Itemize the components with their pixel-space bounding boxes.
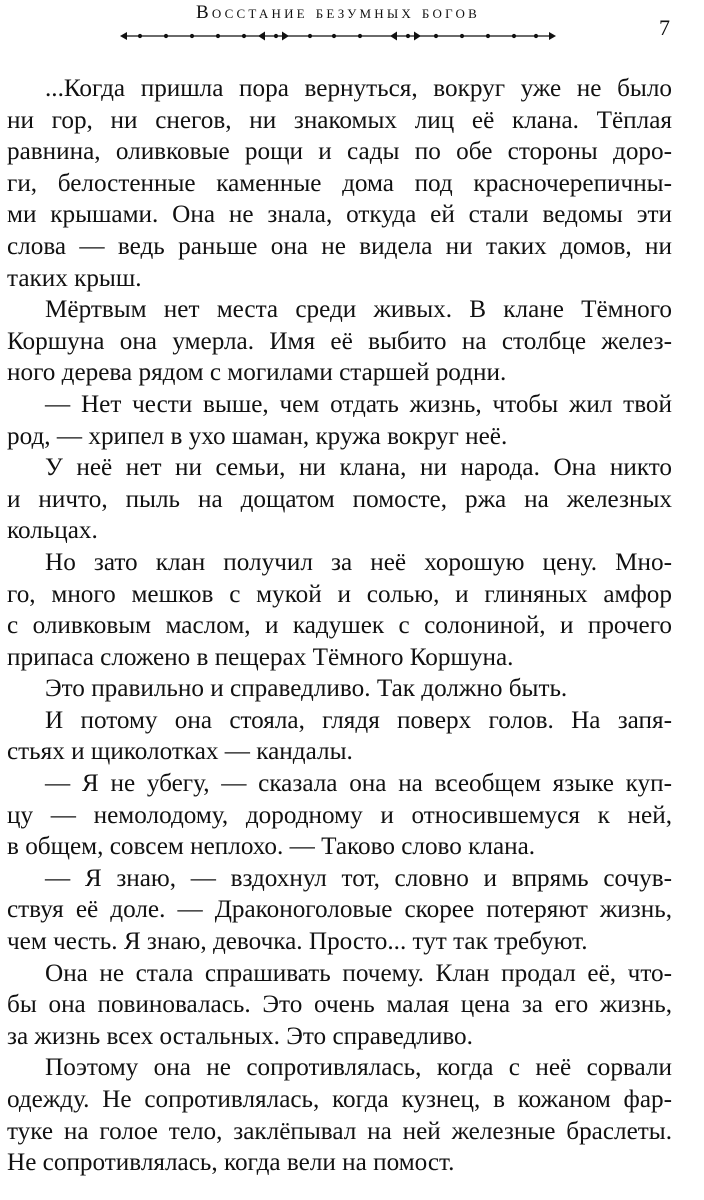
text-line: равнина, оливковые рощи и сады по обе стороны доро- xyxy=(7,138,672,166)
text-line: ного дерева рядом с могилами старшей родни. xyxy=(7,359,507,387)
text-line: за жизнь всех остальных. Это справедливо. xyxy=(7,1022,473,1050)
text-line: бы она повиновалась. Это очень малая цена за его жизнь, xyxy=(7,991,672,1019)
text-line: одежду. Не сопротивлялась, когда кузнец, в кожаном фар- xyxy=(7,1086,672,1113)
text-line: Поэтому она не сопротивлялась, когда с неё сорвали xyxy=(45,1054,672,1082)
text-line: кольцах. xyxy=(7,517,98,545)
text-line: Мёртвым нет места среди живых. В клане Тёмного xyxy=(45,296,672,324)
text-line: ствуя её доле. — Драконоголовые скорее потеряют жизнь, xyxy=(7,896,672,924)
text-line: И потому она стояла, глядя поверх голов. На запя- xyxy=(45,706,672,734)
text-line: таких крыш. xyxy=(7,264,142,292)
text-line: стьях и щиколотках — кандалы. xyxy=(7,738,353,766)
text-line: припаса сложено в пещерах Тёмного Коршуна. xyxy=(7,643,514,671)
text-line: ми крышами. Она не знала, откуда ей стали ведомы эти xyxy=(7,201,672,229)
running-title: Восстание безумных богов xyxy=(196,2,480,23)
text-line: ...Когда пришла пора вернуться, вокруг уже не было xyxy=(45,75,672,102)
text-line: слова — ведь раньше она не видела ни таких домов, ни xyxy=(7,232,672,260)
text-line: — Я не убегу, — сказала она на всеобщем языке куп- xyxy=(45,770,672,798)
text-line: Не сопротивлялась, когда вели на помост. xyxy=(7,1149,455,1177)
text-line: Это правильно и справедливо. Так должно быть. xyxy=(45,675,568,703)
text-line: — Нет чести выше, чем отдать жизнь, чтобы жил твой xyxy=(45,390,672,418)
text-line: Но зато клан получил за неё хорошую цену. Мно- xyxy=(45,548,672,576)
text-line: и ничто, пыль на дощатом помосте, ржа на железных xyxy=(7,485,672,513)
body-text xyxy=(7,73,672,1179)
text-line: цу — немолодому, дородному и относившемуся к ней, xyxy=(7,801,672,829)
header-ornament-rule xyxy=(118,28,558,44)
text-line: ги, белостенные каменные дома под красночерепичны- xyxy=(7,169,672,197)
text-line: — Я знаю, — вздохнул тот, словно и впрямь сочув- xyxy=(45,864,672,892)
text-line: род, — хрипел в ухо шаман, кружа вокруг неё. xyxy=(7,422,508,450)
text-line: Она не стала спрашивать почему. Клан продал её, что- xyxy=(45,959,672,987)
text-line: чем честь. Я знаю, девочка. Просто... тут так требуют. xyxy=(7,928,588,956)
page-number: 7 xyxy=(659,15,670,40)
text-line: У неё нет ни семьи, ни клана, ни народа. Она никто xyxy=(45,454,672,482)
text-line: Коршуна она умерла. Имя её выбито на столбце желез- xyxy=(7,327,672,355)
text-line: ни гор, ни снегов, ни знакомых лиц её клана. Тёплая xyxy=(7,106,672,134)
text-line: туке на голое тело, заклёпывал на ней железные браслеты. xyxy=(7,1117,672,1145)
text-line: го, много мешков с мукой и солью, и глиняных амфор xyxy=(7,580,672,608)
text-line: с оливковым маслом, и кадушек с солониной, и прочего xyxy=(7,612,672,640)
text-line: в общем, совсем неплохо. — Таково слово клана. xyxy=(7,833,536,861)
